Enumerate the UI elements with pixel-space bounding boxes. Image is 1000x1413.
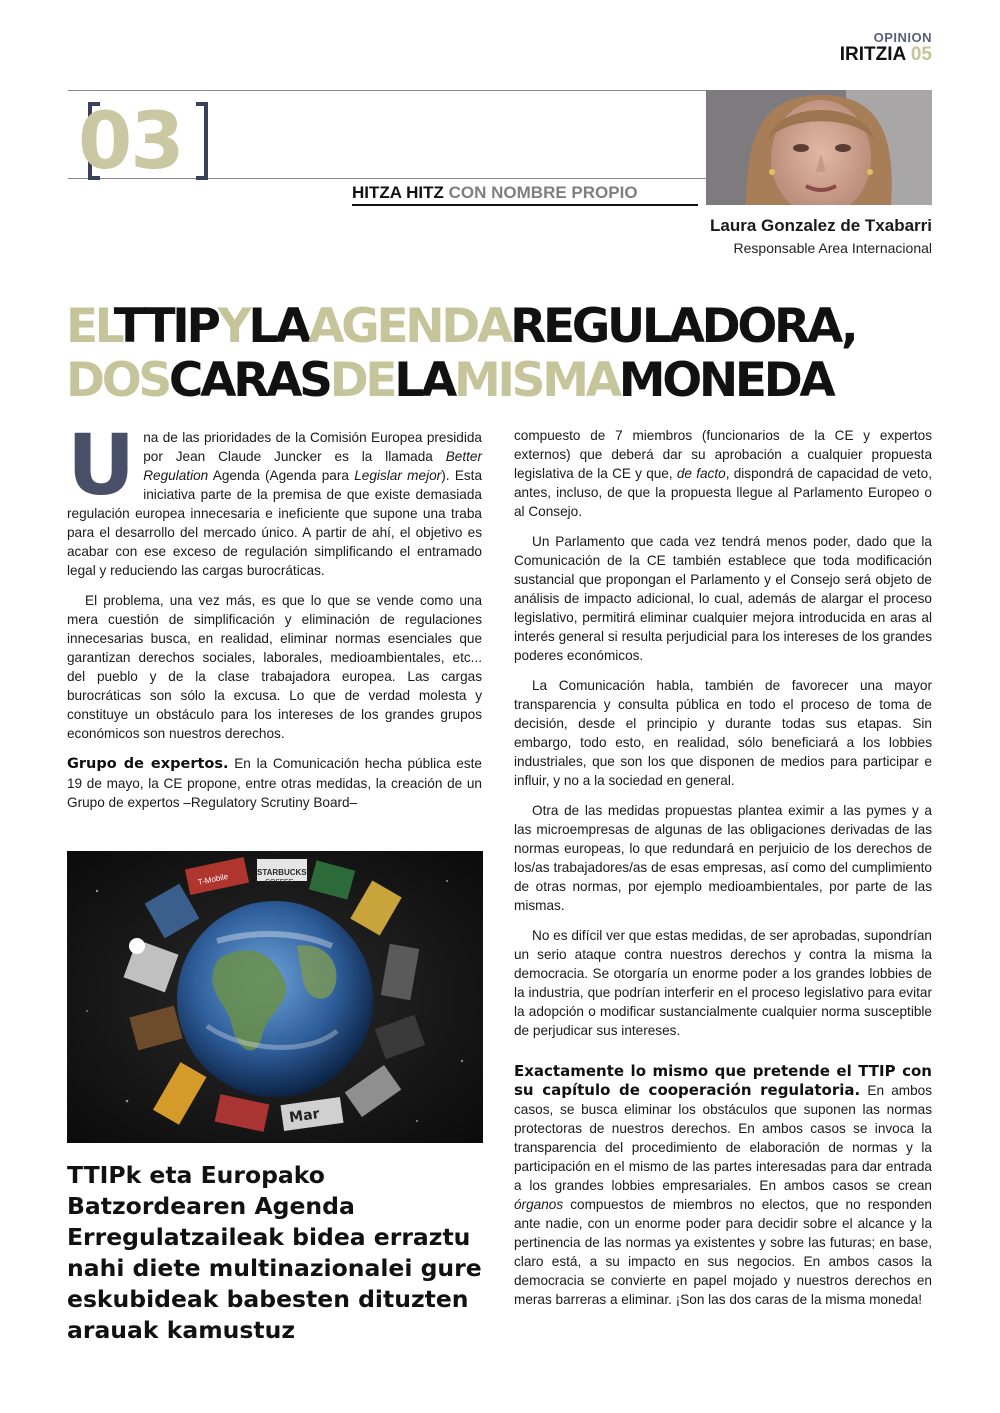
text-emphasis: Better Regulation [143,449,482,483]
text-run: ). Esta iniciativa parte de la premisa de que existe demasiada regulación europea innecesaria e ineficiente que supone una traba para el desarrollo del mercado único. A partir de ahí, el objetivo es acabar con ese exceso de regulación simplificando el entramado legal y reduciendo las cargas burocráticas. [67,468,483,578]
text-run: compuestos de miembros no electos, que no responden ante nadie, con un enorme poder para decidir sobre el alcance y la pertinencia de las normas ya existentes y sobre las futuras; en base, claro está, a su impacto en sus negocios. En ambos casos la democracia se convierte en papel mojado y nuestros derechos en meras barreras a eliminar. ¡Son las dos caras de la misma moneda! [514,1197,932,1307]
sign-starbucks: STARBUCKS [257,868,307,877]
sign-coffee: COFFEE [265,879,294,886]
subhead: Exactamente lo mismo que pretende el TTIP con su capítulo de cooperación regulatoria. [514,1062,932,1099]
headline-word: Y [217,299,249,354]
paragraph: El problema, una vez más, es que lo que se vende como una mera cuestión de simplificación y eliminación de regulaciones innecesarias busca, en realidad, eliminar normas esenciales que garantizan derechos sociales, laborales, medioambientales, etc... del pueblo y de la clase trabajadora europea. Las cargas burocráticas son sólo la excusa. Lo que de verdad molesta y constituye un obstáculo para los intereses de los grandes grupos económicos son nuestros derechos. [67,593,482,741]
text-emphasis: de facto [676,466,726,481]
headline-word: LA [394,353,454,408]
drop-cap: U [67,416,136,514]
headline-word: REGULADORA, [510,299,856,354]
headline-word: TTIP [113,299,218,354]
kicker-es: CON NOMBRE PROPIO [448,183,638,202]
paragraph: La Comunicación habla, también de favorecer una mayor transparencia y consulta pública en todo el proceso de toma de decisión, desde el principio y durante todas sus etapas. Sin embargo, todo esto, en realidad, sólo beneficiará a los lobbies industriales, que son los que disponen de medios para participar e influir, y no a la sociedad en general. [514,678,932,788]
headline-word: MONEDA [618,353,833,408]
paragraph-intro [67,416,483,580]
kicker-underline [352,204,698,206]
headline-word: LA [248,299,309,354]
article-column-right [514,426,932,1320]
author-role: Responsable Area Internacional [733,240,932,256]
text-run: compuesto de 7 miembros (funcionarios de la CE y expertos externos) que deberá dar su aprobación a cualquier propuesta legislativa de la CE y que, [514,428,932,481]
paragraph: No es difícil ver que estas medidas, de ser aprobadas, supondrían un serio ataque contra nuestros derechos y contra la misma la democracia. Se otorgaría un enorme poder a los grandes lobbies de la industria, que podrían interferir en el proceso legislativo para evitar la adopción o modificar sustancialmente cualquier norma susceptible de perjudicar sus intereses. [514,928,932,1038]
pull-quote: TTIPk eta Europako Batzordearen Agenda Erregulatzaileak bidea erraztu nahi diete multinazionalei gure eskubideak babesten dituzten arauak kamustuz [67,1161,482,1344]
paragraph [514,426,932,521]
paragraph-experts [67,754,482,812]
divider-top [68,90,706,91]
headline [66,300,946,408]
globe-with-products [67,851,483,1143]
text-run: Agenda (Agenda para [208,468,355,483]
author-name: Laura Gonzalez de Txabarri [709,216,932,235]
section-label-eu [840,44,932,66]
column-kicker [352,183,638,203]
text-run: , dispondrá de capacidad de veto, antes, incluso, de que la propuesta llegue al Parlamento Europeo o al Consejo. [514,466,932,519]
headline-word: DOS [66,353,169,408]
headline-word: CARAS [168,353,330,408]
text-run: En ambos casos, se busca eliminar los obstáculos que suponen las normas protectoras de nuestros derechos. En ambos casos se invoca la transparencia del procedimiento de elaboración de normas y la participación en el mismo de las partes interesadas para dar entrada a los grandes lobbies empresariales. En ambos casos se crean [514,1083,932,1193]
text-emphasis: Legislar mejor [354,468,442,483]
headline-line-1 [66,300,946,354]
text-run: na de las prioridades de la Comisión Europea presidida por Jean Claude Juncker es la llamada [143,430,482,464]
headline-word: EL [66,299,114,354]
page-number: 05 [910,44,932,65]
paragraph-ttip [514,1062,932,1309]
bracket-right [196,102,208,180]
sign-mar: Mar [288,1106,321,1127]
section-label-es: OPINION [873,30,932,45]
article-column-left [67,416,483,823]
portrait-photo [706,90,932,205]
headline-word: AGENDA [308,299,511,354]
headline-line-2 [66,354,946,408]
subhead: Grupo de expertos. [67,756,229,772]
paragraph: Un Parlamento que cada vez tendrá menos poder, dado que la Comunicación de la CE también establece que toda modificación sustancial que propongan el Parlamento y el Consejo será objeto de análisis de impacto adicional, lo cual, además de alargar el proceso legislativo, permitirá eliminar cualquier mejora introducida en aras al interés general si resulta perjudicial para los intereses de los grandes poderes económicos. [514,534,932,663]
text-emphasis: órganos [514,1197,564,1212]
text-run: En la Comunicación hecha pública este 19 de mayo, la CE propone, entre otras medidas, la creación de un Grupo de expertos –Regulatory Scrutiny Board– [67,756,482,810]
section-name: IRITZIA [839,44,906,65]
kicker-eu: HITZA HITZ [352,183,444,202]
headline-word: MISMA [453,353,619,408]
globe-illustration [67,851,483,1143]
sign-tmobile: T-Mobile [197,871,229,888]
headline-word: DE [329,353,395,408]
paragraph: Otra de las medidas propuestas plantea eximir a las pymes y a las microempresas de algunas de las obligaciones derivadas de las normas europeas, lo que redundará en perjuicio de los derechos de los/as trabajadores/as de esas empresas, así como del cumplimiento de otras normas, por ejemplo medioambientales, por parte de las mismas. [514,803,932,913]
author-portrait [706,90,932,205]
column-number: 03 [78,97,183,187]
